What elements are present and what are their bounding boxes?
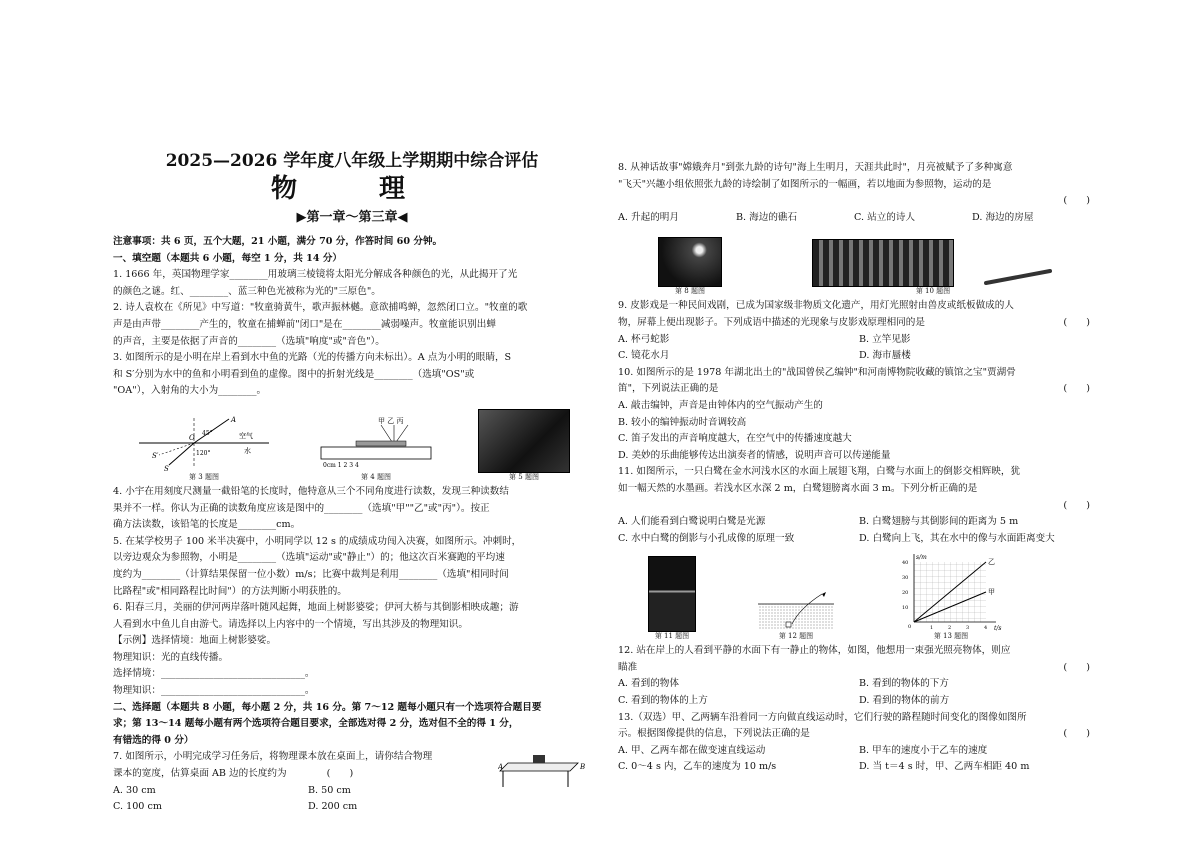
q11-line-2: 如一幅天然的水墨画。若浅水区水深 2 m，白鹭翅膀离水面 3 m。下列分析正确的是 <box>618 482 978 494</box>
figure-5-caption: 第 5 题图 <box>509 472 539 481</box>
q6-line-2: 人看到水中鱼儿自由游弋。请选择以上内容中的一个情境，写出其涉及的物理知识。 <box>113 618 468 630</box>
q7-line-2: 课本的宽度，估算桌面 AB 边的长度约为 ( ) <box>113 768 354 780</box>
exam-notice: 注意事项：共 6 页，五个大题，21 小题，满分 70 分，作答时间 60 分钟。 <box>113 236 443 247</box>
figure-3 <box>134 413 274 482</box>
q9-option-b[interactable]: B. 立竿见影 <box>859 333 911 345</box>
ruler-diagram <box>316 413 436 473</box>
q10-option-c[interactable]: C. 笛子发出的声音响度越大，在空气中的传播速度越大 <box>618 433 852 445</box>
q13-paren: ( ) <box>1063 728 1090 740</box>
figures-row-3-5 <box>113 402 591 482</box>
svg-text:1: 1 <box>930 625 934 632</box>
q11-line-1: 11. 如图所示，一只白鹭在金水河浅水区的水面上展翅飞翔，白鹭与水面上的倒影交相辉映，犹 <box>618 466 1021 478</box>
q6-answer-1: 选择情境：______________________________。 <box>113 668 315 680</box>
q10-line-1: 10. 如图所示的是 1978 年湖北出土的"战国曾侯乙编钟"和河南博物院收藏的镇馆之宝"贾湖骨 <box>618 366 1016 378</box>
q2-line-2: 声是由声带________产生的，牧童在捕蝉前"闭口"是在________减弱噪声。牧童能识别出蝉 <box>113 318 496 330</box>
figure-13 <box>896 552 1006 641</box>
figure-4 <box>316 413 436 482</box>
figure-12 <box>756 588 836 641</box>
q3-line-2: 和 S′分别为水中的鱼和小明看到鱼的虚像。图中的折射光线是________（选填"OS"或 <box>113 368 475 380</box>
q8-line-2: "飞天"兴趣小组依照张九龄的诗绘制了如图所示的一幅画，若以地面为参照物，运动的是 <box>618 178 992 190</box>
q2-line-3: 的声音，主要是依据了声音的________（选填"响度"或"音色"）。 <box>113 335 385 347</box>
q9-option-a[interactable]: A. 杯弓蛇影 <box>618 333 670 345</box>
svg-text:甲: 甲 <box>988 588 995 597</box>
q10-option-b[interactable]: B. 较小的编钟振动时音调较高 <box>618 416 747 428</box>
q5-line-2: 以旁边观众为参照物，小明是________（选填"运动"或"静止"）的；他这次百米赛跑的平均速 <box>113 552 505 564</box>
figure-11 <box>648 556 696 641</box>
q7-paren: ( ) <box>326 768 354 780</box>
figure-8-caption: 第 8 题图 <box>675 287 705 296</box>
subject-title: 物 理 <box>270 174 433 204</box>
q12-options <box>618 676 1090 709</box>
svg-text:30: 30 <box>902 575 909 582</box>
svg-text:2: 2 <box>948 625 952 632</box>
q7-option-c[interactable]: C. 100 cm <box>113 801 162 813</box>
q1-line-1: 1. 1666 年，英国物理学家________用玻璃三棱镜将太阳光分解成各种颜色的光，从此揭开了光 <box>113 269 518 281</box>
section-2-line-3: 有错选的得 0 分） <box>113 734 194 746</box>
q12-option-a[interactable]: A. 看到的物体 <box>618 678 679 690</box>
svg-text:S′: S′ <box>152 451 159 460</box>
section-2-line-1: 二、选择题（本题共 8 小题，每小题 2 分，共 16 分。第 7～12 题每小题只有一个选项符合题目要 <box>113 701 542 713</box>
figures-row-11-13 <box>618 549 1090 641</box>
q8-option-d[interactable]: D. 海边的房屋 <box>972 211 1034 223</box>
q5-line-4: 比路程"或"相同路程比时间"）的方法判断小明获胜的。 <box>113 585 347 597</box>
q9-option-d[interactable]: D. 海市蜃楼 <box>859 350 911 362</box>
figure-3-caption: 第 3 题图 <box>189 472 219 481</box>
q11-option-a[interactable]: A. 人们能看到白鹭说明白鹭是光源 <box>618 516 766 528</box>
section-1-heading: 一、填空题（本题共 6 小题，每空 1 分，共 14 分） <box>113 252 343 264</box>
svg-text:A: A <box>498 763 504 772</box>
q9-paren: ( ) <box>1063 316 1090 328</box>
q2-line-1: 2. 诗人袁枚在《所见》中写道："牧童骑黄牛，歌声振林樾。意欲捕鸣蝉，忽然闭口立。"牧童的歌 <box>113 302 528 314</box>
bianzhong-photo <box>812 239 954 287</box>
q4-line-2: 果并不一样。你认为正确的读数角度应该是图中的________（选填"甲""乙"或"丙"）。按正 <box>113 502 490 514</box>
q3-line-3: "OA"），入射角的大小为________。 <box>113 385 267 397</box>
chapter-range: ▶第一章～第三章◀ <box>296 210 408 225</box>
moon-sea-painting <box>658 237 722 287</box>
svg-text:0cm 1 2 3 4: 0cm 1 2 3 4 <box>323 461 359 469</box>
q1-line-2: 的颜色之谜。红、________、蓝三种色光被称为光的"三原色"。 <box>113 285 381 297</box>
q8-line-1: 8. 从神话故事"嫦娥奔月"到张九龄的诗句"海上生明月，天涯共此时"，月亮被赋予了多种寓意 <box>618 162 1013 173</box>
svg-text:B: B <box>580 763 586 772</box>
q10-option-d[interactable]: D. 美妙的乐曲能够传达出演奏者的情感，说明声音可以传递能量 <box>618 449 891 461</box>
section-2-line-2: 求；第 13～14 题每小题有两个选项符合题目要求，全部选对得 2 分，选对但不全的得 1 分， <box>113 718 519 730</box>
desk-figure <box>498 749 588 789</box>
figure-10 <box>812 239 1054 296</box>
svg-text:S: S <box>164 464 169 473</box>
q11-option-b[interactable]: B. 白鹭翅膀与其倒影间的距离为 5 m <box>859 516 1019 528</box>
q13-option-a[interactable]: A. 甲、乙两车都在做变速直线运动 <box>618 744 766 756</box>
q7-options <box>113 783 493 816</box>
svg-text:s/m: s/m <box>916 554 927 562</box>
sprint-photo <box>478 409 570 473</box>
svg-text:O: O <box>189 433 195 442</box>
figure-11-caption: 第 11 题图 <box>654 632 690 641</box>
q8-option-b[interactable]: B. 海边的礁石 <box>736 211 798 223</box>
q7-option-a[interactable]: A. 30 cm <box>113 784 156 796</box>
q6-example-1: 【示例】选择情境：地面上树影婆娑。 <box>113 635 277 647</box>
right-column <box>618 160 1090 776</box>
svg-text:45°: 45° <box>202 429 213 437</box>
svg-text:3: 3 <box>966 625 970 632</box>
water-object-diagram <box>756 588 836 632</box>
svg-text:120°: 120° <box>196 449 211 457</box>
q5-line-1: 5. 在某学校男子 100 米半决赛中，小明同学以 12 s 的成绩成功闯入决赛，如图所示。冲刺时， <box>113 535 522 547</box>
q8-paren: ( ) <box>1063 195 1090 207</box>
q13-line-1: 13.（双选）甲、乙两辆车沿着同一方向做直线运动时，它们行驶的路程随时间变化的图像如图所 <box>618 711 1027 723</box>
svg-text:空气: 空气 <box>239 431 253 440</box>
q12-option-c[interactable]: C. 看到的物体的上方 <box>618 695 708 707</box>
q7-line-1: 7. 如图所示，小明完成学习任务后，将物理课本放在桌面上，请你结合物理 <box>113 751 433 763</box>
q12-option-d[interactable]: D. 看到的物体的前方 <box>859 695 950 707</box>
svg-text:20: 20 <box>902 590 909 597</box>
q8-option-a[interactable]: A. 升起的明月 <box>618 211 679 223</box>
q4-line-3: 确方法读数，该铅笔的长度是________cm。 <box>113 519 301 531</box>
q11-paren: ( ) <box>1063 499 1090 511</box>
q12-line-2: 瞄准 ( ) <box>618 660 1090 677</box>
q12-paren: ( ) <box>1063 661 1090 673</box>
svg-text:水: 水 <box>244 446 251 455</box>
figure-12-caption: 第 12 题图 <box>778 632 814 641</box>
q13-option-d[interactable]: D. 当 t＝4 s 时，甲、乙两车相距 40 m <box>859 761 1030 773</box>
svg-text:10: 10 <box>902 605 909 612</box>
distance-time-graph <box>896 552 1006 632</box>
svg-text:4: 4 <box>984 625 988 632</box>
q13-line-2: 示。根据图像提供的信息，下列说法正确的是 ( ) <box>618 726 1090 743</box>
q12-line-1: 12. 站在岸上的人看到平静的水面下有一静止的物体，如图，他想用一束强光照亮物体，则应 <box>618 645 1011 657</box>
figure-4-caption: 第 4 题图 <box>361 472 391 481</box>
q8-option-c[interactable]: C. 站立的诗人 <box>854 211 916 223</box>
q9-line-2: 物，屏幕上便出现影子。下列成语中描述的光现象与皮影戏原理相同的是 ( ) <box>618 315 1090 332</box>
q10-paren: ( ) <box>1063 383 1090 395</box>
bone-flute-image <box>984 267 1054 287</box>
figures-row-8-10 <box>618 228 1090 296</box>
left-column <box>113 150 591 816</box>
q11-option-c[interactable]: C. 水中白鹭的倒影与小孔成像的原理一致 <box>618 532 795 544</box>
q3-line-1: 3. 如图所示的是小明在岸上看到水中鱼的光路（光的传播方向未标出）。A 点为小明的眼睛，S <box>113 352 512 364</box>
exam-title: 2025—2026 学年度八年级上学期期中综合评估 <box>165 151 539 171</box>
q6-line-1: 6. 阳春三月，美丽的伊河两岸落叶随风起舞，地面上树影婆娑；伊河大桥与其倒影相映成趣；游 <box>113 602 519 614</box>
q9-line-1: 9. 皮影戏是一种民间戏剧，已成为国家级非物质文化遗产，用灯光照射由兽皮或纸板做成的人 <box>618 300 1014 312</box>
q10-option-a[interactable]: A. 敲击编钟，声音是由钟体内的空气振动产生的 <box>618 399 823 411</box>
q5-line-3: 度约为________（计算结果保留一位小数）m/s；比赛中裁判是利用________（选填"相同时间 <box>113 568 509 580</box>
svg-text:甲 乙 丙: 甲 乙 丙 <box>378 416 404 425</box>
q9-options <box>618 332 1090 365</box>
egret-photo <box>648 556 696 632</box>
figure-8 <box>658 237 722 296</box>
q11-option-d[interactable]: D. 白鹭向上飞，其在水中的像与水面距离变大 <box>859 532 1055 544</box>
q4-line-1: 4. 小宇在用刻度尺测量一截铅笔的长度时，他特意从三个不同角度进行读数，发现三种读数结 <box>113 485 509 497</box>
q13-option-b[interactable]: B. 甲车的速度小于乙车的速度 <box>859 744 988 756</box>
figure-5 <box>478 409 570 482</box>
svg-text:40: 40 <box>902 560 909 567</box>
q10-line-2: 笛"，下列说法正确的是 ( ) <box>618 381 1090 398</box>
q12-option-b[interactable]: B. 看到的物体的下方 <box>859 678 949 690</box>
q13-option-c[interactable]: C. 0～4 s 内，乙车的速度为 10 m/s <box>618 761 777 773</box>
q6-answer-2: 物理知识：______________________________。 <box>113 685 315 697</box>
figure-13-caption: 第 13 题图 <box>933 632 969 641</box>
q7-option-d[interactable]: D. 200 cm <box>308 801 358 813</box>
svg-text:A: A <box>231 415 237 424</box>
q9-option-c[interactable]: C. 镜花水月 <box>618 350 670 362</box>
svg-text:0: 0 <box>908 624 912 631</box>
refraction-diagram <box>134 413 274 473</box>
figure-10-caption: 第 10 题图 <box>915 287 951 296</box>
q7-option-b[interactable]: B. 50 cm <box>308 784 351 796</box>
svg-text:t/s: t/s <box>994 625 1002 633</box>
q11-options <box>618 514 1090 547</box>
q13-options <box>618 743 1090 776</box>
q8-options <box>618 210 1090 227</box>
svg-text:乙: 乙 <box>988 558 995 567</box>
q6-example-2: 物理知识：光的直线传播。 <box>113 651 229 663</box>
